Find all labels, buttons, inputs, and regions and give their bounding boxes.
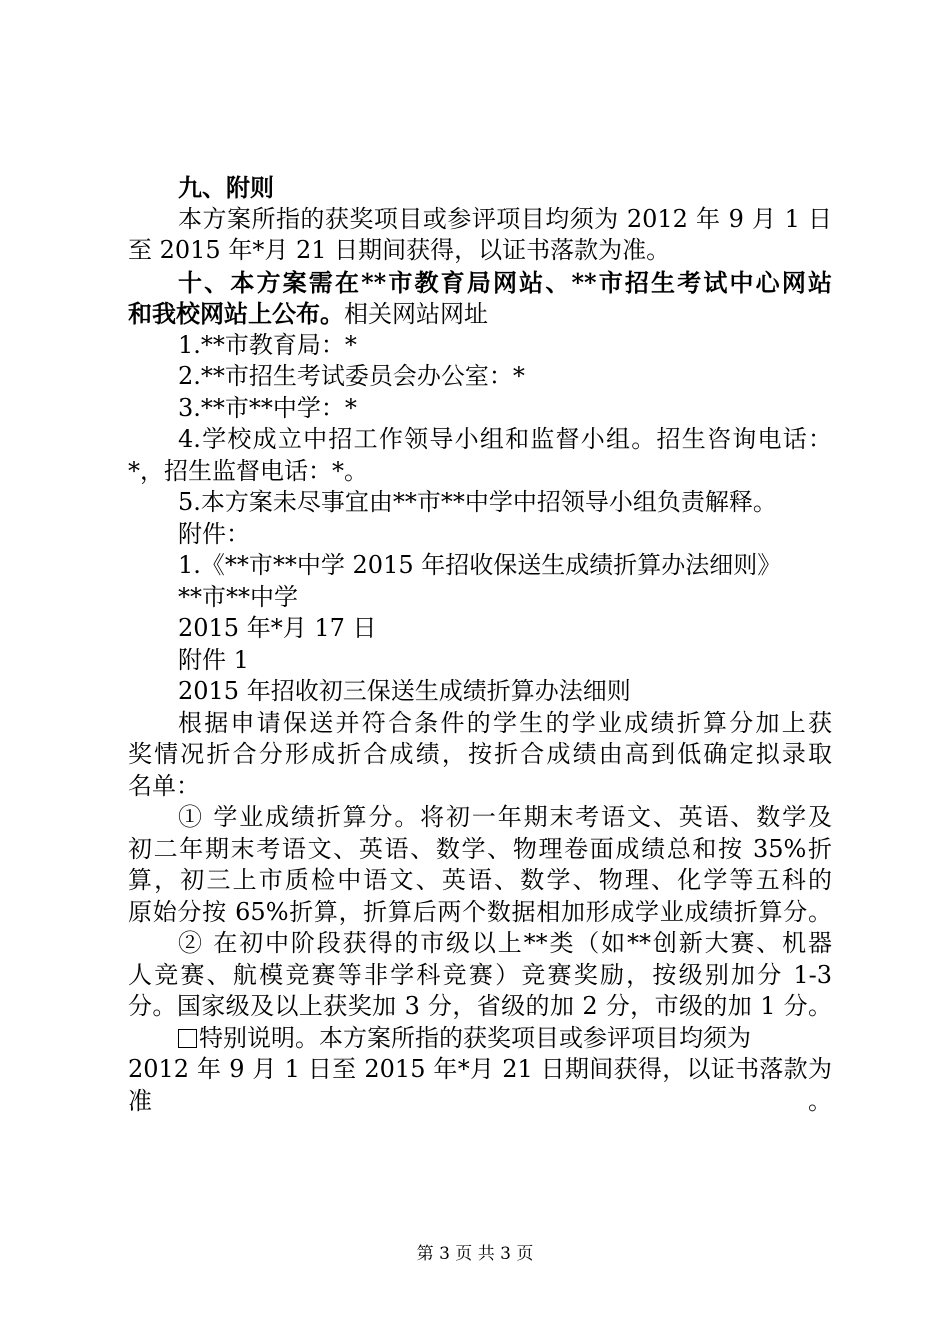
paragraph-line: 至 2015 年*月 21 日期间获得，以证书落款为准。 [128, 236, 671, 264]
section-heading-10-cont [128, 298, 832, 330]
paragraph-line: 初二年期末考语文、英语、数学、物理卷面成绩总和按 35%折 [128, 834, 832, 863]
paragraph-line: 2012 年 9 月 1 日至 2015 年*月 21 日期间获得，以证书落款为准。 [128, 1055, 832, 1115]
paragraph-line: ① 学业成绩折算分。将初一年期末考语文、英语、数学及 [178, 803, 832, 831]
checkbox-square-icon [178, 1029, 197, 1048]
paragraph-line: 名单： [128, 771, 200, 800]
page-footer: 第 3 页 共 3 页 [416, 1244, 534, 1264]
special-note-text: 特别说明。本方案所指的获奖项目或参评项目均须为 [199, 1023, 751, 1052]
attachment-label: 附件： [178, 519, 250, 548]
list-item: 2.**市招生考试委员会办公室：* [178, 362, 525, 390]
paragraph-line: 原始分按 65%折算，折算后两个数据相加形成学业成绩折算分。 [128, 897, 832, 926]
paragraph-line: 人竞赛、航模竞赛等非学科竞赛）竞赛奖励，按级别加分 1-3 [128, 960, 832, 989]
list-item: 5.本方案未尽事宜由**市**中学中招领导小组负责解释。 [178, 488, 777, 516]
list-item: 4.学校成立中招工作领导小组和监督小组。招生咨询电话： [178, 425, 832, 453]
list-item-cont: *，招生监督电话：*。 [128, 456, 368, 485]
section-heading-9: 九、附则 [178, 173, 274, 202]
paragraph-line: 根据申请保送并符合条件的学生的学业成绩折算分加上获 [178, 708, 832, 737]
signature-date: 2015 年*月 17 日 [178, 614, 377, 642]
section-heading-10: 十、本方案需在**市教育局网站、**市招生考试中心网站 [178, 267, 832, 297]
list-item: 3.**市**中学：* [178, 393, 357, 422]
list-item: 1.**市教育局：* [178, 330, 357, 359]
paragraph-line: 奖情况折合分形成折合成绩，按折合成绩由高到低确定拟录取 [128, 740, 832, 768]
paragraph-line: 算，初三上市质检中语文、英语、数学、物理、化学等五科的 [128, 866, 832, 894]
paragraph-text: 相关网站网址 [344, 300, 488, 328]
special-note-line [128, 1023, 832, 1055]
attachment-title: 2015 年招收初三保送生成绩折算办法细则 [178, 677, 631, 705]
paragraph-line: 本方案所指的获奖项目或参评项目均须为 2012 年 9 月 1 日 [178, 204, 832, 233]
attachment-heading: 附件 1 [178, 645, 249, 674]
heading-text: 和我校网站上公布。 [128, 299, 344, 328]
paragraph-line: ② 在初中阶段获得的市级以上**类（如**创新大赛、机器 [178, 929, 832, 957]
signature-org: **市**中学 [178, 582, 298, 611]
paragraph-line: 分。国家级及以上获奖加 3 分，省级的加 2 分，市级的加 1 分。 [128, 992, 832, 1020]
document-body [128, 172, 832, 1115]
attachment-item: 1.《**市**中学 2015 年招收保送生成绩折算办法细则》 [178, 551, 782, 579]
